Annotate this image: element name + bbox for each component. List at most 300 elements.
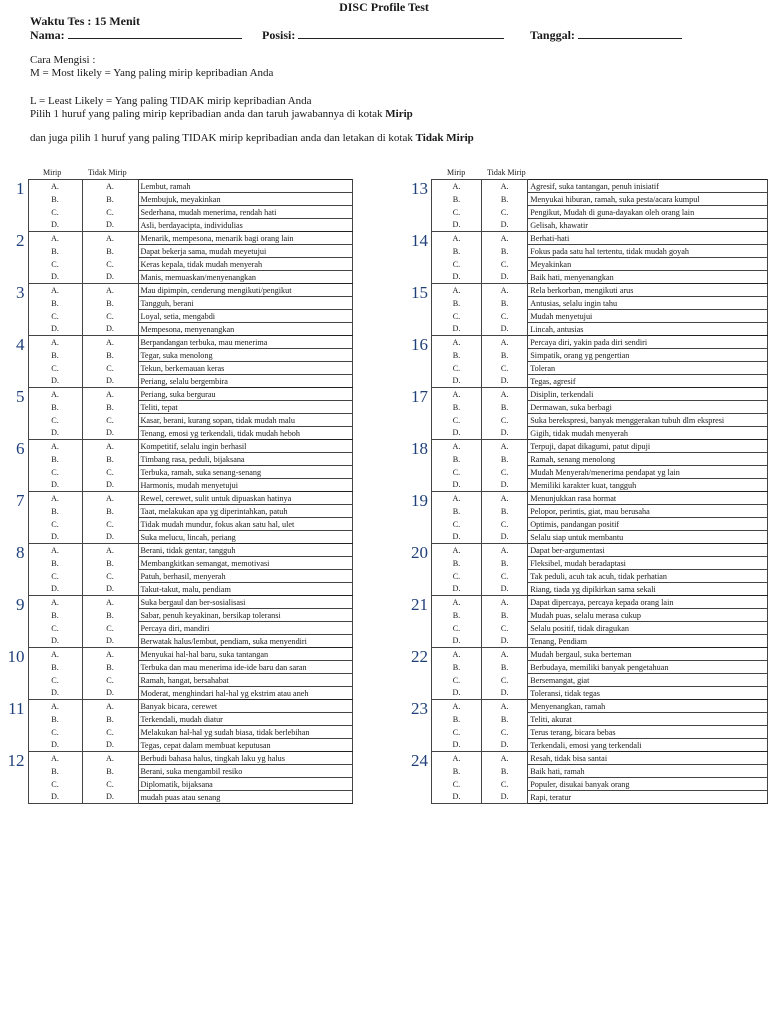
mirip-choice[interactable]: D. — [432, 791, 482, 804]
mirip-choice[interactable]: A. — [28, 648, 82, 661]
mirip-choice[interactable]: A. — [432, 336, 482, 349]
mirip-choice[interactable]: D. — [28, 375, 82, 388]
tidak-mirip-choice[interactable]: B. — [481, 505, 527, 518]
mirip-choice[interactable]: D. — [432, 427, 482, 440]
question-option-row — [4, 440, 352, 453]
name-line[interactable] — [68, 28, 242, 39]
question-option-row — [4, 674, 352, 687]
tidak-mirip-choice[interactable]: A. — [82, 752, 138, 765]
question-number: 9 — [16, 595, 25, 614]
tidak-mirip-choice[interactable]: D. — [481, 479, 527, 492]
mirip-choice[interactable]: A. — [432, 752, 482, 765]
question-option-row — [406, 453, 768, 466]
tidak-mirip-choice[interactable]: D. — [481, 739, 527, 752]
tidak-mirip-choice[interactable]: A. — [481, 648, 527, 661]
question-option-row — [406, 557, 768, 570]
mirip-choice[interactable]: C. — [28, 310, 82, 323]
question-number: 22 — [411, 647, 428, 666]
instructions-most-likely: M = Most likely = Yang paling mirip kepribadian Anda — [30, 67, 274, 79]
mirip-choice[interactable]: C. — [432, 362, 482, 375]
question-option-row — [406, 635, 768, 648]
mirip-choice[interactable]: C. — [432, 622, 482, 635]
mirip-choice[interactable]: D. — [28, 323, 82, 336]
tidak-mirip-choice[interactable]: B. — [82, 661, 138, 674]
tidak-mirip-choice[interactable]: C. — [82, 778, 138, 791]
column-header-mirip-right: Mirip — [447, 168, 466, 177]
mirip-choice[interactable]: C. — [28, 674, 82, 687]
mirip-choice[interactable]: A. — [432, 648, 482, 661]
option-text: Menyukai hal-hal baru, suka tantangan — [138, 648, 352, 661]
question-option-row — [406, 180, 768, 193]
option-text: Terkendali, emosi yang terkendali — [528, 739, 768, 752]
tidak-mirip-choice[interactable]: C. — [481, 778, 527, 791]
tidak-mirip-choice[interactable]: B. — [82, 765, 138, 778]
mirip-choice[interactable]: C. — [28, 206, 82, 219]
tidak-mirip-choice[interactable]: C. — [82, 362, 138, 375]
tidak-mirip-choice[interactable]: D. — [481, 375, 527, 388]
option-text: Membangkitkan semangat, memotivasi — [138, 557, 352, 570]
tidak-mirip-choice[interactable]: B. — [481, 297, 527, 310]
mirip-choice[interactable]: C. — [432, 466, 482, 479]
mirip-choice[interactable]: A. — [432, 492, 482, 505]
option-text: Terpuji, dapat dikagumi, patut dipuji — [528, 440, 768, 453]
tidak-mirip-choice[interactable]: D. — [82, 635, 138, 648]
mirip-choice[interactable]: B. — [28, 609, 82, 622]
date-line[interactable] — [578, 28, 682, 39]
question-option-row — [4, 505, 352, 518]
mirip-choice[interactable]: A. — [432, 596, 482, 609]
tidak-mirip-choice[interactable]: B. — [481, 661, 527, 674]
tidak-mirip-choice[interactable]: B. — [82, 713, 138, 726]
mirip-choice[interactable]: D. — [432, 219, 482, 232]
mirip-choice[interactable]: A. — [28, 232, 82, 245]
position-line[interactable] — [298, 28, 504, 39]
mirip-choice[interactable]: D. — [28, 687, 82, 700]
mirip-choice[interactable]: C. — [432, 570, 482, 583]
mirip-choice[interactable]: D. — [432, 271, 482, 284]
mirip-choice[interactable]: D. — [28, 271, 82, 284]
mirip-choice[interactable]: A. — [28, 336, 82, 349]
question-option-row — [4, 258, 352, 271]
option-text: Tegas, agresif — [528, 375, 768, 388]
mirip-choice[interactable]: C. — [28, 778, 82, 791]
mirip-choice[interactable]: C. — [28, 518, 82, 531]
mirip-choice[interactable]: A. — [28, 544, 82, 557]
mirip-choice[interactable]: B. — [432, 713, 482, 726]
mirip-choice[interactable]: C. — [28, 570, 82, 583]
question-number: 2 — [16, 231, 25, 250]
tidak-mirip-choice[interactable]: A. — [82, 648, 138, 661]
mirip-choice[interactable]: A. — [28, 596, 82, 609]
mirip-choice[interactable]: A. — [432, 544, 482, 557]
option-text: Terus terang, bicara bebas — [528, 726, 768, 739]
mirip-choice[interactable]: A. — [28, 492, 82, 505]
mirip-choice[interactable]: D. — [432, 687, 482, 700]
mirip-choice[interactable]: B. — [432, 349, 482, 362]
option-text: Simpatik, orang yg pengertian — [528, 349, 768, 362]
tidak-mirip-choice[interactable]: D. — [82, 427, 138, 440]
tidak-mirip-choice[interactable]: D. — [82, 375, 138, 388]
mirip-choice[interactable]: B. — [432, 557, 482, 570]
mirip-choice[interactable]: B. — [432, 661, 482, 674]
mirip-choice[interactable]: A. — [432, 284, 482, 297]
tidak-mirip-choice[interactable]: B. — [481, 245, 527, 258]
mirip-choice[interactable]: A. — [28, 180, 82, 193]
mirip-choice[interactable]: B. — [28, 765, 82, 778]
tidak-mirip-choice[interactable]: B. — [481, 349, 527, 362]
mirip-choice[interactable]: A. — [28, 284, 82, 297]
mirip-choice[interactable]: C. — [432, 674, 482, 687]
option-text: Berani, suka mengambil resiko — [138, 765, 352, 778]
mirip-choice[interactable]: D. — [432, 323, 482, 336]
mirip-choice[interactable]: B. — [432, 401, 482, 414]
tidak-mirip-choice[interactable]: C. — [82, 258, 138, 271]
tidak-mirip-choice[interactable]: A. — [82, 284, 138, 297]
option-text: Berpandangan terbuka, mau menerima — [138, 336, 352, 349]
tidak-mirip-choice[interactable]: C. — [481, 622, 527, 635]
question-option-row — [4, 206, 352, 219]
tidak-mirip-choice[interactable]: A. — [481, 492, 527, 505]
question-number: 15 — [411, 283, 428, 302]
tidak-mirip-choice[interactable]: A. — [481, 596, 527, 609]
mirip-choice[interactable]: D. — [28, 479, 82, 492]
question-option-row — [406, 778, 768, 791]
question-option-row — [4, 622, 352, 635]
mirip-choice[interactable]: B. — [28, 713, 82, 726]
option-text: Berhati-hati — [528, 232, 768, 245]
option-text: Mudah Menyerah/menerima pendapat yg lain — [528, 466, 768, 479]
mirip-choice[interactable]: A. — [432, 180, 482, 193]
tidak-mirip-choice[interactable]: B. — [481, 401, 527, 414]
tidak-mirip-choice[interactable]: A. — [82, 232, 138, 245]
mirip-choice[interactable]: A. — [432, 700, 482, 713]
mirip-choice[interactable]: D. — [432, 479, 482, 492]
mirip-choice[interactable]: C. — [28, 726, 82, 739]
question-option-row — [4, 791, 352, 804]
tidak-mirip-choice[interactable]: C. — [82, 310, 138, 323]
tidak-mirip-choice[interactable]: A. — [481, 388, 527, 401]
option-text: Agresif, suka tantangan, penuh inisiatif — [528, 180, 768, 193]
question-option-row — [4, 349, 352, 362]
tidak-mirip-choice[interactable]: D. — [481, 687, 527, 700]
tidak-mirip-choice[interactable]: C. — [481, 466, 527, 479]
option-text: Toleran — [528, 362, 768, 375]
option-text: Tegas, cepat dalam membuat keputusan — [138, 739, 352, 752]
mirip-choice[interactable]: B. — [432, 765, 482, 778]
mirip-choice[interactable]: B. — [28, 245, 82, 258]
option-text: Melakukan hal-hal yg sudah biasa, tidak berlebihan — [138, 726, 352, 739]
option-text: Teliti, tepat — [138, 401, 352, 414]
option-text: Bersemangat, giat — [528, 674, 768, 687]
option-text: Selalu positif, tidak diragukan — [528, 622, 768, 635]
option-text: Terbuka dan mau menerima ide-ide baru dan saran — [138, 661, 352, 674]
question-option-row — [4, 401, 352, 414]
position-field[interactable] — [262, 28, 504, 42]
tidak-mirip-choice[interactable]: D. — [481, 219, 527, 232]
question-option-row — [4, 739, 352, 752]
option-text: Fleksibel, mudah beradaptasi — [528, 557, 768, 570]
tidak-mirip-choice[interactable]: C. — [82, 206, 138, 219]
tidak-mirip-choice[interactable]: A. — [82, 440, 138, 453]
mirip-choice[interactable]: B. — [432, 505, 482, 518]
option-text: Tak peduli, acuh tak acuh, tidak perhatian — [528, 570, 768, 583]
tidak-mirip-choice[interactable]: C. — [82, 414, 138, 427]
tidak-mirip-choice[interactable]: A. — [481, 284, 527, 297]
mirip-choice[interactable]: D. — [28, 531, 82, 544]
option-text: Disiplin, terkendali — [528, 388, 768, 401]
tidak-mirip-choice[interactable]: D. — [481, 635, 527, 648]
mirip-choice[interactable]: A. — [28, 388, 82, 401]
mirip-choice[interactable]: C. — [432, 726, 482, 739]
tidak-mirip-choice[interactable]: C. — [481, 206, 527, 219]
tidak-mirip-choice[interactable]: B. — [82, 453, 138, 466]
tidak-mirip-choice[interactable]: C. — [82, 674, 138, 687]
tidak-mirip-choice[interactable]: A. — [481, 180, 527, 193]
question-number: 20 — [411, 543, 428, 562]
question-option-row — [4, 375, 352, 388]
tidak-mirip-choice[interactable]: B. — [82, 297, 138, 310]
question-option-row — [4, 752, 352, 765]
name-field[interactable] — [30, 28, 242, 42]
mirip-choice[interactable]: D. — [28, 791, 82, 804]
question-option-row — [406, 674, 768, 687]
question-option-row — [4, 635, 352, 648]
tidak-mirip-choice[interactable]: C. — [481, 258, 527, 271]
mirip-choice[interactable]: B. — [28, 661, 82, 674]
question-option-row — [4, 427, 352, 440]
tidak-mirip-choice[interactable]: D. — [82, 271, 138, 284]
tidak-mirip-choice[interactable]: D. — [82, 531, 138, 544]
tidak-mirip-choice[interactable]: B. — [82, 609, 138, 622]
mirip-choice[interactable]: B. — [28, 297, 82, 310]
question-option-row — [406, 544, 768, 557]
mirip-choice[interactable]: A. — [28, 752, 82, 765]
option-text: Berwatak halus/lembut, pendiam, suka menyendiri — [138, 635, 352, 648]
tidak-mirip-choice[interactable]: C. — [82, 726, 138, 739]
tidak-mirip-choice[interactable]: D. — [82, 791, 138, 804]
mirip-choice[interactable]: B. — [28, 349, 82, 362]
mirip-choice[interactable]: C. — [28, 362, 82, 375]
option-text: Tenang, Pendiam — [528, 635, 768, 648]
question-option-row — [406, 648, 768, 661]
tidak-mirip-choice[interactable]: C. — [82, 570, 138, 583]
mirip-choice[interactable]: A. — [432, 440, 482, 453]
tidak-mirip-choice[interactable]: B. — [481, 609, 527, 622]
tidak-mirip-choice[interactable]: A. — [481, 336, 527, 349]
mirip-choice[interactable]: C. — [28, 258, 82, 271]
mirip-choice[interactable]: D. — [28, 635, 82, 648]
tidak-mirip-choice[interactable]: A. — [82, 596, 138, 609]
tidak-mirip-choice[interactable]: B. — [82, 557, 138, 570]
question-option-row — [4, 492, 352, 505]
mirip-choice[interactable]: B. — [28, 557, 82, 570]
column-header-tidak-mirip-right: Tidak Mirip — [487, 168, 526, 177]
mirip-choice[interactable]: C. — [28, 622, 82, 635]
mirip-choice[interactable]: B. — [28, 453, 82, 466]
mirip-choice[interactable]: D. — [432, 375, 482, 388]
position-label: Posisi: — [262, 28, 296, 42]
tidak-mirip-choice[interactable]: D. — [82, 219, 138, 232]
tidak-mirip-choice[interactable]: A. — [481, 440, 527, 453]
tidak-mirip-choice[interactable]: A. — [481, 232, 527, 245]
tidak-mirip-choice[interactable]: C. — [481, 362, 527, 375]
instructions-heading: Cara Mengisi : — [30, 54, 96, 66]
instructions-pick-least-text: dan juga pilih 1 huruf yang paling TIDAK mirip kepribadian anda dan letakan di kotak — [30, 132, 416, 144]
tidak-mirip-choice[interactable]: B. — [481, 713, 527, 726]
option-text: Kasar, berani, kurang sopan, tidak mudah malu — [138, 414, 352, 427]
option-text: Tegar, suka menolong — [138, 349, 352, 362]
mirip-choice[interactable]: C. — [432, 414, 482, 427]
question-option-row — [406, 375, 768, 388]
mirip-choice[interactable]: D. — [28, 427, 82, 440]
mirip-choice[interactable]: D. — [432, 739, 482, 752]
question-option-row — [4, 531, 352, 544]
question-number: 19 — [411, 491, 428, 510]
mirip-choice[interactable]: D. — [432, 583, 482, 596]
question-number: 10 — [7, 647, 25, 666]
option-text: Menarik, mempesona, menarik bagi orang lain — [138, 232, 352, 245]
tidak-mirip-choice[interactable]: A. — [82, 700, 138, 713]
tidak-mirip-choice[interactable]: B. — [82, 505, 138, 518]
mirip-choice[interactable]: B. — [28, 193, 82, 206]
tidak-mirip-choice[interactable]: B. — [481, 453, 527, 466]
mirip-choice[interactable]: C. — [432, 778, 482, 791]
tidak-mirip-choice[interactable]: A. — [82, 544, 138, 557]
option-text: Periang, suka bergurau — [138, 388, 352, 401]
mirip-choice[interactable]: C. — [432, 518, 482, 531]
tidak-mirip-choice[interactable]: B. — [481, 193, 527, 206]
tidak-mirip-choice[interactable]: A. — [481, 544, 527, 557]
mirip-choice[interactable]: A. — [432, 232, 482, 245]
option-text: Dapat bekerja sama, mudah meyetujui — [138, 245, 352, 258]
mirip-choice[interactable]: A. — [28, 440, 82, 453]
option-text: Membujuk, meyakinkan — [138, 193, 352, 206]
mirip-choice[interactable]: D. — [28, 739, 82, 752]
tidak-mirip-choice[interactable]: D. — [82, 479, 138, 492]
mirip-choice[interactable]: D. — [432, 635, 482, 648]
question-option-row — [406, 349, 768, 362]
mirip-choice[interactable]: B. — [432, 453, 482, 466]
tidak-mirip-choice[interactable]: B. — [82, 193, 138, 206]
tidak-mirip-choice[interactable]: C. — [481, 310, 527, 323]
tidak-mirip-choice[interactable]: D. — [481, 323, 527, 336]
option-text: Lembut, ramah — [138, 180, 352, 193]
option-text: Gigih, tidak mudah menyerah — [528, 427, 768, 440]
tidak-mirip-choice[interactable]: C. — [481, 518, 527, 531]
option-text: mudah puas atau senang — [138, 791, 352, 804]
tidak-mirip-choice[interactable]: C. — [82, 518, 138, 531]
mirip-choice[interactable]: A. — [432, 388, 482, 401]
question-option-row — [406, 596, 768, 609]
question-table-left — [4, 179, 353, 804]
question-number: 5 — [16, 387, 25, 406]
mirip-choice[interactable]: B. — [432, 297, 482, 310]
option-text: Suka berekspresi, banyak menggerakan tubuh dlm ekspresi — [528, 414, 768, 427]
tidak-mirip-choice[interactable]: D. — [82, 323, 138, 336]
option-text: Berbudaya, memiliki banyak pengetahuan — [528, 661, 768, 674]
tidak-mirip-choice[interactable]: D. — [481, 583, 527, 596]
tidak-mirip-choice[interactable]: D. — [481, 531, 527, 544]
option-text: Berbudi bahasa halus, tingkah laku yg halus — [138, 752, 352, 765]
tidak-mirip-choice[interactable]: A. — [82, 336, 138, 349]
tidak-mirip-choice[interactable]: D. — [82, 739, 138, 752]
tidak-mirip-choice[interactable]: D. — [82, 583, 138, 596]
tidak-mirip-choice[interactable]: A. — [82, 180, 138, 193]
tidak-mirip-choice[interactable]: D. — [481, 791, 527, 804]
question-option-row — [4, 700, 352, 713]
tidak-mirip-choice[interactable]: C. — [481, 414, 527, 427]
option-text: Moderat, menghindari hal-hal yg ekstrim atau aneh — [138, 687, 352, 700]
tidak-mirip-choice[interactable]: B. — [82, 245, 138, 258]
mirip-choice[interactable]: B. — [432, 609, 482, 622]
date-field[interactable] — [530, 28, 682, 42]
mirip-choice[interactable]: C. — [432, 206, 482, 219]
option-text: Resah, tidak bisa santai — [528, 752, 768, 765]
option-text: Menyenangkan, ramah — [528, 700, 768, 713]
mirip-choice[interactable]: A. — [28, 700, 82, 713]
name-label: Nama: — [30, 28, 65, 42]
tidak-mirip-choice[interactable]: B. — [82, 401, 138, 414]
question-option-row — [4, 362, 352, 375]
mirip-choice[interactable]: C. — [432, 258, 482, 271]
question-option-row — [406, 492, 768, 505]
question-number: 14 — [411, 231, 428, 250]
tidak-mirip-choice[interactable]: C. — [82, 622, 138, 635]
question-option-row — [4, 479, 352, 492]
tidak-mirip-choice[interactable]: C. — [481, 674, 527, 687]
mirip-choice[interactable]: B. — [432, 193, 482, 206]
option-text: Baik hati, ramah — [528, 765, 768, 778]
tidak-mirip-choice[interactable]: B. — [481, 557, 527, 570]
option-text: Lincah, antusias — [528, 323, 768, 336]
question-option-row — [406, 219, 768, 232]
option-text: Menunjukkan rasa hormat — [528, 492, 768, 505]
tidak-mirip-choice[interactable]: C. — [481, 570, 527, 583]
mirip-choice[interactable]: C. — [28, 414, 82, 427]
question-option-row — [4, 336, 352, 349]
tidak-mirip-choice[interactable]: D. — [481, 271, 527, 284]
option-text: Dapat dipercaya, percaya kepada orang lain — [528, 596, 768, 609]
mirip-choice[interactable]: B. — [432, 245, 482, 258]
question-option-row — [4, 388, 352, 401]
mirip-choice[interactable]: C. — [432, 310, 482, 323]
tidak-mirip-choice[interactable]: D. — [481, 427, 527, 440]
tidak-mirip-choice[interactable]: C. — [481, 726, 527, 739]
mirip-choice[interactable]: D. — [432, 531, 482, 544]
option-text: Loyal, setia, mengabdi — [138, 310, 352, 323]
tidak-mirip-choice[interactable]: A. — [481, 752, 527, 765]
tidak-mirip-choice[interactable]: A. — [481, 700, 527, 713]
mirip-choice[interactable]: D. — [28, 219, 82, 232]
tidak-mirip-choice[interactable]: B. — [82, 349, 138, 362]
question-option-row — [406, 570, 768, 583]
mirip-choice[interactable]: B. — [28, 505, 82, 518]
option-text: Riang, tiada yg dipikirkan sama sekali — [528, 583, 768, 596]
mirip-choice[interactable]: C. — [28, 466, 82, 479]
tidak-mirip-choice[interactable]: C. — [82, 466, 138, 479]
option-text: Baik hati, menyenangkan — [528, 271, 768, 284]
tidak-mirip-choice[interactable]: A. — [82, 388, 138, 401]
question-option-row — [4, 557, 352, 570]
option-text: Dapat ber-argumentasi — [528, 544, 768, 557]
tidak-mirip-choice[interactable]: A. — [82, 492, 138, 505]
mirip-choice[interactable]: B. — [28, 401, 82, 414]
date-label: Tanggal: — [530, 28, 575, 42]
tidak-mirip-choice[interactable]: D. — [82, 687, 138, 700]
option-text: Periang, selalu bergembira — [138, 375, 352, 388]
tidak-mirip-choice[interactable]: B. — [481, 765, 527, 778]
mirip-choice[interactable]: D. — [28, 583, 82, 596]
